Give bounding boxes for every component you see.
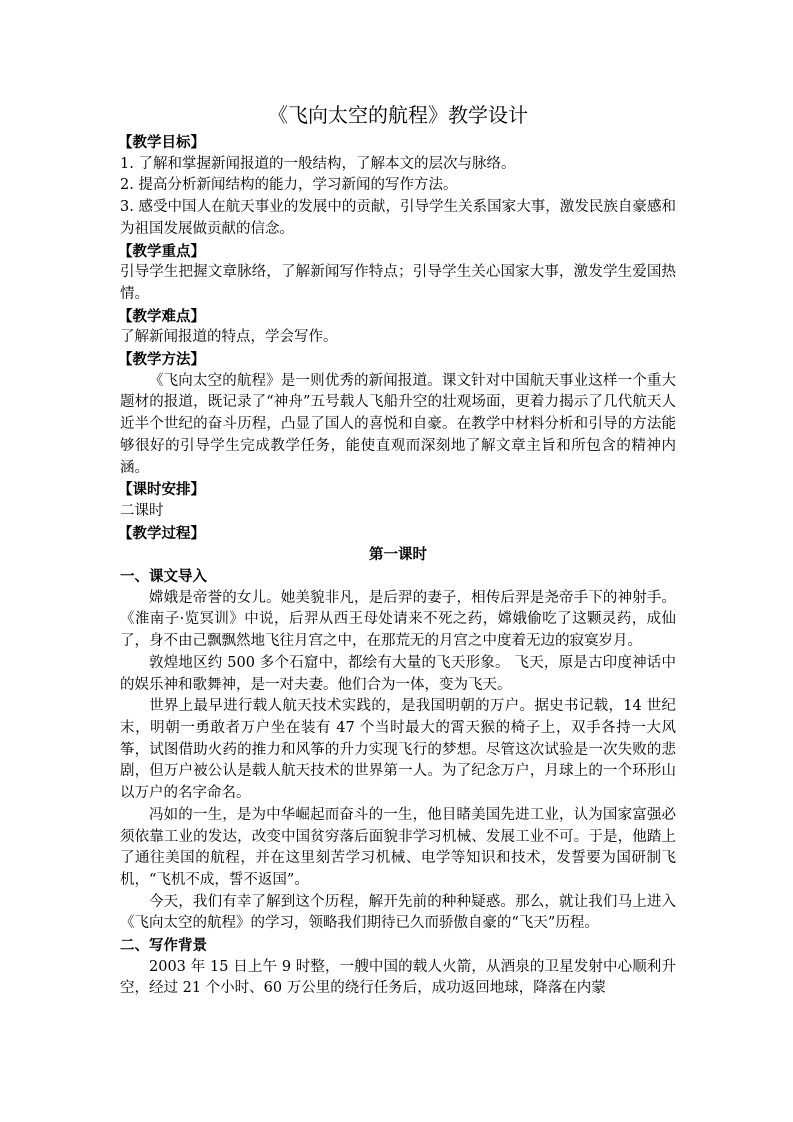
paragraph-wanhu: 世界上最早进行载人航天技术实践的，是我国明朝的万户。据史书记载，14 世纪末，明朝一勇敢者万户坐在装有 47 个当时最大的霄天猴的椅子上，双手各持一大风筝，试图借助火药的推力和风筝的升力实现飞行的梦想。尽管这次试验是一次失败的悲剧，但万户被公认是载人航天技术的世界第一人。为了纪念万户，月球上的一个环形山以万户的名字命名。 xyxy=(120,698,676,802)
paragraph-today: 今天，我们有幸了解到这个历程，解开先前的种种疑惑。那么，就让我们马上进入《飞向太空的航程》的学习，领略我们期待已久而骄傲自豪的“飞天”历程。 xyxy=(120,893,676,932)
section-heading-goals: 【教学目标】 xyxy=(118,134,205,151)
section-heading-process: 【教学过程】 xyxy=(118,524,205,542)
part-heading-background: 二、写作背景 xyxy=(120,937,207,955)
schedule-text: 二课时 xyxy=(120,502,164,519)
method-text: 《飞向太空的航程》是一则优秀的新闻报道。课文针对中国航天事业这样一个重大题材的报道，既记录了“神舟”五号载人飞船升空的壮观场面，更着力揭示了几代航天人近半个世纪的奋斗历程，凸显了国人的喜悦和自豪。在教学中材料分析和引导的方法能够很好的引导学生完成教学任务，能使直观而深刻地了解文章主旨和所包含的精神内涵。 xyxy=(120,372,676,476)
paragraph-fengru: 冯如的一生，是为中华崛起而奋斗的一生，他目睹美国先进工业，认为国家富强必须依靠工业的发达，改变中国贫穷落后面貌非学习机械、发展工业不可。于是，他踏上了通往美国的航程，并在这里刻苦学习机械、电学等知识和技术，发誓要为国研制飞机，“飞机不成，誓不返国”。 xyxy=(120,806,676,888)
goal-item-2: 2. 提高分析新闻结构的能力，学习新闻的写作方法。 xyxy=(120,177,458,194)
goal-item-1: 1. 了解和掌握新闻报道的一般结构，了解本文的层次与脉络。 xyxy=(120,155,516,172)
section-heading-schedule: 【课时安排】 xyxy=(118,481,205,499)
paragraph-change: 嫦娥是帝誉的女儿。她美貌非凡，是后羿的妻子，相传后羿是尧帝手下的神射手。《淮南子·览冥训》中说，后羿从西王母处请来不死之药，嫦娥偷吃了这颗灵药，成仙了，身不由己飘飘然地飞往月宫之中，在那荒无的月宫之中度着无边的寂寞岁月。 xyxy=(120,589,676,650)
paragraph-background: 2003 年 15 日上午 9 时整，一艘中国的载人火箭，从酒泉的卫星发射中心顺利升空，经过 21 个小时、60 万公里的绕行任务后，成功返回地球，降落在内蒙 xyxy=(120,958,676,997)
lesson-heading: 第一课时 xyxy=(369,546,427,564)
document-page xyxy=(120,98,676,1000)
paragraph-dunhuang: 敦煌地区约 500 多个石窟中，都绘有大量的飞天形象。 飞天，原是古印度神话中的娱乐神和歌舞神，是一对夫妻。他们合为一体，变为飞天。 xyxy=(120,654,676,693)
section-heading-difficulty: 【教学难点】 xyxy=(118,307,205,325)
section-heading-method: 【教学方法】 xyxy=(118,351,205,369)
document-title: 《飞向太空的航程》教学设计 xyxy=(268,103,528,127)
section-heading-key-points: 【教学重点】 xyxy=(118,242,205,260)
key-points-text: 引导学生把握文章脉络，了解新闻写作特点；引导学生关心国家大事，激发学生爱国热情。 xyxy=(120,264,676,302)
difficulty-text: 了解新闻报道的特点，学会写作。 xyxy=(120,329,338,346)
part-heading-introduction: 一、课文导入 xyxy=(120,568,207,586)
goal-item-3: 3. 感受中国人在航天事业的发展中的贡献，引导学生关系国家大事，激发民族自豪感和为祖国发展做贡献的信念。 xyxy=(120,199,676,237)
